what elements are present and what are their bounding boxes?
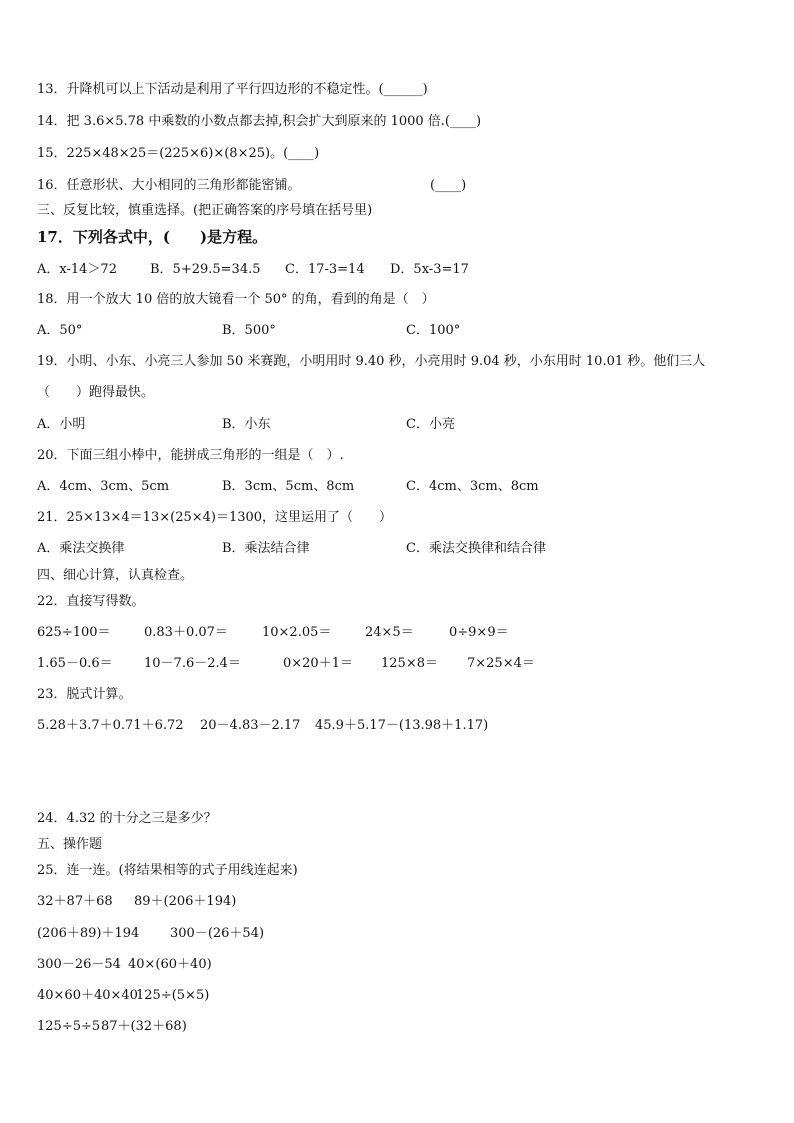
question-19-cont: （ ）跑得最快。 xyxy=(37,385,155,400)
q17-option-a: A．x-14＞72 xyxy=(37,262,117,277)
q25-right-expr: 40×(60＋40) xyxy=(128,957,212,972)
q22-item: 7×25×4＝ xyxy=(467,656,535,671)
q22-item: 10－7.6－2.4＝ xyxy=(144,656,241,671)
q22-item: 0÷9×9＝ xyxy=(449,625,509,640)
q25-right-expr: 125÷(5×5) xyxy=(136,988,210,1003)
q18-option-b: B．500° xyxy=(222,323,276,338)
q20-option-b: B．3cm、5cm、8cm xyxy=(222,479,355,494)
q25-left-expr: 300－26－54 xyxy=(37,957,121,972)
q19-option-c: C．小亮 xyxy=(406,417,455,432)
question-21: 21．25×13×4＝13×(25×4)＝1300，这里运用了（ ） xyxy=(37,510,393,525)
q17-option-c: C．17-3=14 xyxy=(285,262,365,277)
q25-right-expr: 300－(26＋54) xyxy=(170,926,265,941)
q18-option-a: A．50° xyxy=(37,323,83,338)
q21-option-a: A．乘法交换律 xyxy=(37,541,125,556)
q21-option-b: B．乘法结合律 xyxy=(222,541,310,556)
q18-option-c: C．100° xyxy=(406,323,461,338)
q23-item: 20－4.83－2.17 xyxy=(200,718,301,733)
q22-item: 1.65－0.6＝ xyxy=(37,656,113,671)
q22-item: 0×20＋1＝ xyxy=(283,656,353,671)
section-4-heading: 四、细心计算，认真检查。 xyxy=(37,568,194,583)
question-18: 18．用一个放大 10 倍的放大镜看一个 50° 的角，看到的角是（ ） xyxy=(37,292,435,307)
question-13: 13．升降机可以上下活动是利用了平行四边形的不稳定性。(______) xyxy=(37,82,428,97)
q17-option-b: B．5+29.5=34.5 xyxy=(150,262,261,277)
q25-right-expr: 87＋(32＋68) xyxy=(101,1019,187,1034)
question-15: 15．225×48×25＝(225×6)×(8×25)。(____) xyxy=(37,146,320,161)
q19-option-a: A．小明 xyxy=(37,417,86,432)
q25-right-expr: 89＋(206＋194) xyxy=(134,894,237,909)
q19-option-b: B．小东 xyxy=(222,417,271,432)
q22-item: 10×2.05＝ xyxy=(262,625,332,640)
q23-item: 45.9＋5.17－(13.98＋1.17) xyxy=(315,718,489,733)
question-19: 19．小明、小东、小亮三人参加 50 米赛跑，小明用时 9.40 秒，小亮用时 9.04 秒，小东用时 10.01 秒。他们三人 xyxy=(37,354,706,369)
question-24: 24．4.32 的十分之三是多少？ xyxy=(37,811,217,826)
question-17: 17．下列各式中，( )是方程。 xyxy=(37,228,268,246)
question-16-blank: (____) xyxy=(430,178,467,193)
q25-left-expr: 32＋87＋68 xyxy=(37,894,113,909)
q23-item: 5.28＋3.7＋0.71＋6.72 xyxy=(37,718,184,733)
question-20: 20．下面三组小棒中，能拼成三角形的一组是（ ）. xyxy=(37,448,344,463)
q25-left-expr: 40×60＋40×40 xyxy=(37,988,138,1003)
q20-option-c: C．4cm、3cm、8cm xyxy=(406,479,539,494)
question-14: 14．把 3.6×5.78 中乘数的小数点都去掉,积会扩大到原来的 1000 倍.(____) xyxy=(37,114,482,129)
question-23: 23．脱式计算。 xyxy=(37,687,132,702)
section-5-heading: 五、操作题 xyxy=(37,837,103,852)
q17-option-d: D．5x-3=17 xyxy=(390,262,469,277)
q20-option-a: A．4cm、3cm、5cm xyxy=(37,479,170,494)
question-25: 25．连一连。(将结果相等的式子用线连起来) xyxy=(37,863,298,878)
question-22: 22．直接写得数。 xyxy=(37,594,145,609)
q22-item: 0.83＋0.07＝ xyxy=(144,625,228,640)
q25-left-expr: (206＋89)＋194 xyxy=(37,926,140,941)
q21-option-c: C．乘法交换律和结合律 xyxy=(406,541,546,556)
section-3-heading: 三、反复比较，慎重选择。(把正确答案的序号填在括号里) xyxy=(37,203,373,218)
q25-left-expr: 125÷5÷5 xyxy=(37,1019,101,1034)
q22-item: 625÷100＝ xyxy=(37,625,111,640)
q22-item: 24×5＝ xyxy=(365,625,414,640)
q22-item: 125×8＝ xyxy=(381,656,438,671)
question-16: 16．任意形状、大小相同的三角形都能密铺。 xyxy=(37,178,301,193)
